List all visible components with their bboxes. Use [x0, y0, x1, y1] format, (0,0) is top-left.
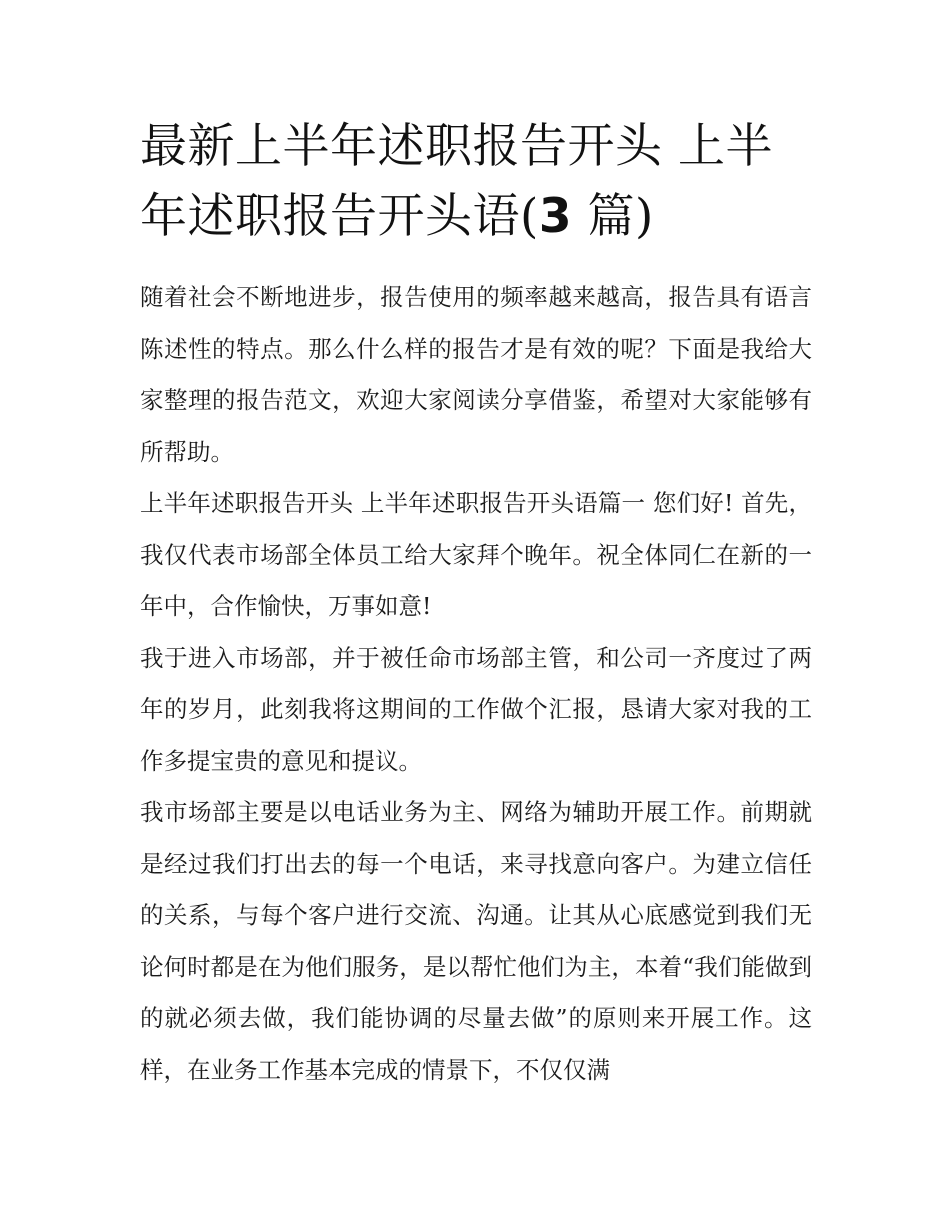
- document-page: [140, 112, 812, 1096]
- paragraph-intro: 随着社会不断地进步，报告使用的频率越来越高，报告具有语言陈述性的特点。那么什么样的报告才是有效的呢？下面是我给大家整理的报告范文，欢迎大家阅读分享借鉴，希望对大家能够有所帮助。: [140, 283, 812, 466]
- title-suffix: 篇): [572, 189, 654, 244]
- document-body: [140, 272, 812, 1096]
- title-text: 最新上半年述职报告开头 上半年述职报告开头语(: [140, 119, 773, 244]
- paragraph-greeting: 上半年述职报告开头 上半年述职报告开头语篇一 您们好! 首先，我仅代表市场部全体员工给大家拜个晚年。祝全体同仁在新的一年中，合作愉快，万事如意!: [140, 489, 812, 620]
- paragraph-work: 我市场部主要是以电话业务为主、网络为辅助开展工作。前期就是经过我们打出去的每一个电话，来寻找意向客户。为建立信任的关系，与每个客户进行交流、沟通。让其从心底感觉到我们无论何时都是在为他们服务，是以帮忙他们为主，本着“我们能做到的就必须去做，我们能协调的尽量去做”的原则来开展工作。这样，在业务工作基本完成的情景下，不仅仅满: [140, 798, 812, 1084]
- title-count: 3: [538, 189, 573, 244]
- document-title: [140, 112, 812, 252]
- paragraph-background: 我于进入市场部，并于被任命市场部主管，和公司一齐度过了两年的岁月，此刻我将这期间的工作做个汇报，恳请大家对我的工作多提宝贵的意见和提议。: [140, 643, 812, 775]
